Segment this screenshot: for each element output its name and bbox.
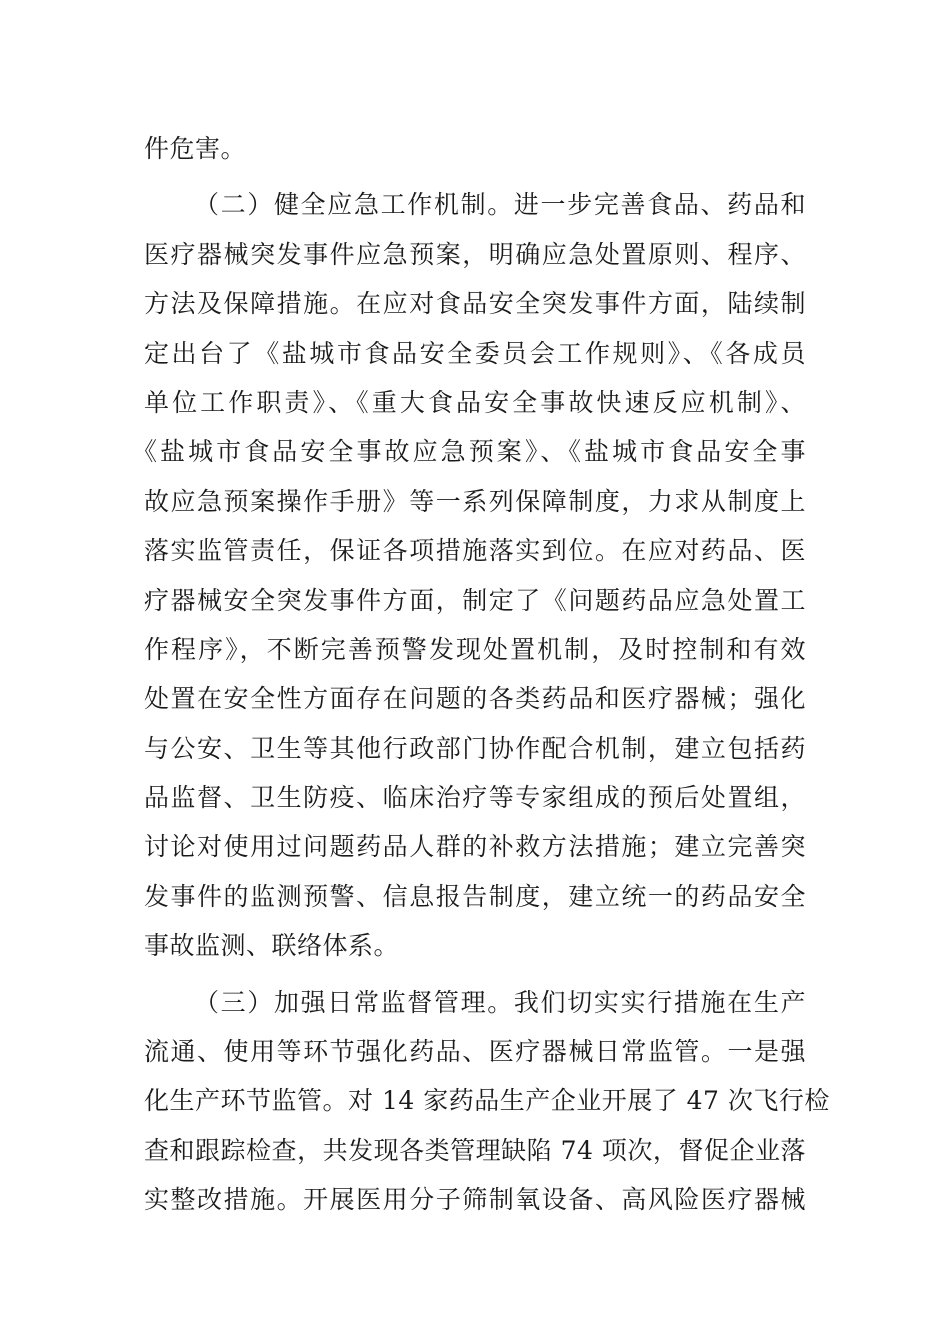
text-line: 疗器械安全突发事件方面，制定了《问题药品应急处置工	[144, 585, 806, 615]
text-line: 故应急预案操作手册》等一系列保障制度，力求从制度上	[144, 486, 806, 516]
text-line: 化生产环节监管。对 14 家药品生产企业开展了 47 次飞行检	[144, 1086, 830, 1116]
text-line: 实整改措施。开展医用分子筛制氧设备、高风险医疗器械	[144, 1185, 806, 1215]
text-line: 单位工作职责》、《重大食品安全事故快速反应机制》、	[144, 387, 806, 417]
text-line: （三）加强日常监督管理。我们切实实行措施在生产	[194, 987, 806, 1017]
document-body	[132, 124, 830, 1225]
text-line: 发事件的监测预警、信息报告制度，建立统一的药品安全	[144, 881, 806, 911]
text-line: 落实监管责任，保证各项措施落实到位。在应对药品、医	[144, 536, 806, 566]
paragraph-3	[144, 978, 830, 1225]
text-line: 事故监测、联络体系。	[144, 931, 400, 961]
text-line: 件危害。	[144, 134, 247, 163]
text-line: 处置在安全性方面存在问题的各类药品和医疗器械；强化	[144, 684, 806, 714]
text-line: 定出台了《盐城市食品安全委员会工作规则》、《各成员	[144, 338, 806, 368]
text-line: （二）健全应急工作机制。进一步完善食品、药品和	[194, 190, 806, 220]
text-line: 作程序》，不断完善预警发现处置机制，及时控制和有效	[144, 634, 806, 664]
text-line: 与公安、卫生等其他行政部门协作配合机制，建立包括药	[144, 733, 806, 763]
paragraph-2	[132, 180, 806, 970]
text-line: 查和跟踪检查，共发现各类管理缺陷 74 项次，督促企业落	[144, 1135, 806, 1165]
text-line: 医疗器械突发事件应急预案，明确应急处置原则、程序、	[144, 239, 806, 269]
paragraph-1	[144, 124, 806, 173]
text-line: 讨论对使用过问题药品人群的补救方法措施；建立完善突	[144, 832, 806, 862]
text-line: 《盐城市食品安全事故应急预案》、《盐城市食品安全事	[132, 437, 806, 467]
paragraph-gap	[144, 971, 806, 978]
text-line: 流通、使用等环节强化药品、医疗器械日常监管。一是强	[144, 1037, 806, 1067]
text-line: 方法及保障措施。在应对食品安全突发事件方面，陆续制	[144, 289, 806, 319]
text-line: 品监督、卫生防疫、临床治疗等专家组成的预后处置组，	[144, 783, 806, 813]
paragraph-gap	[144, 173, 806, 180]
